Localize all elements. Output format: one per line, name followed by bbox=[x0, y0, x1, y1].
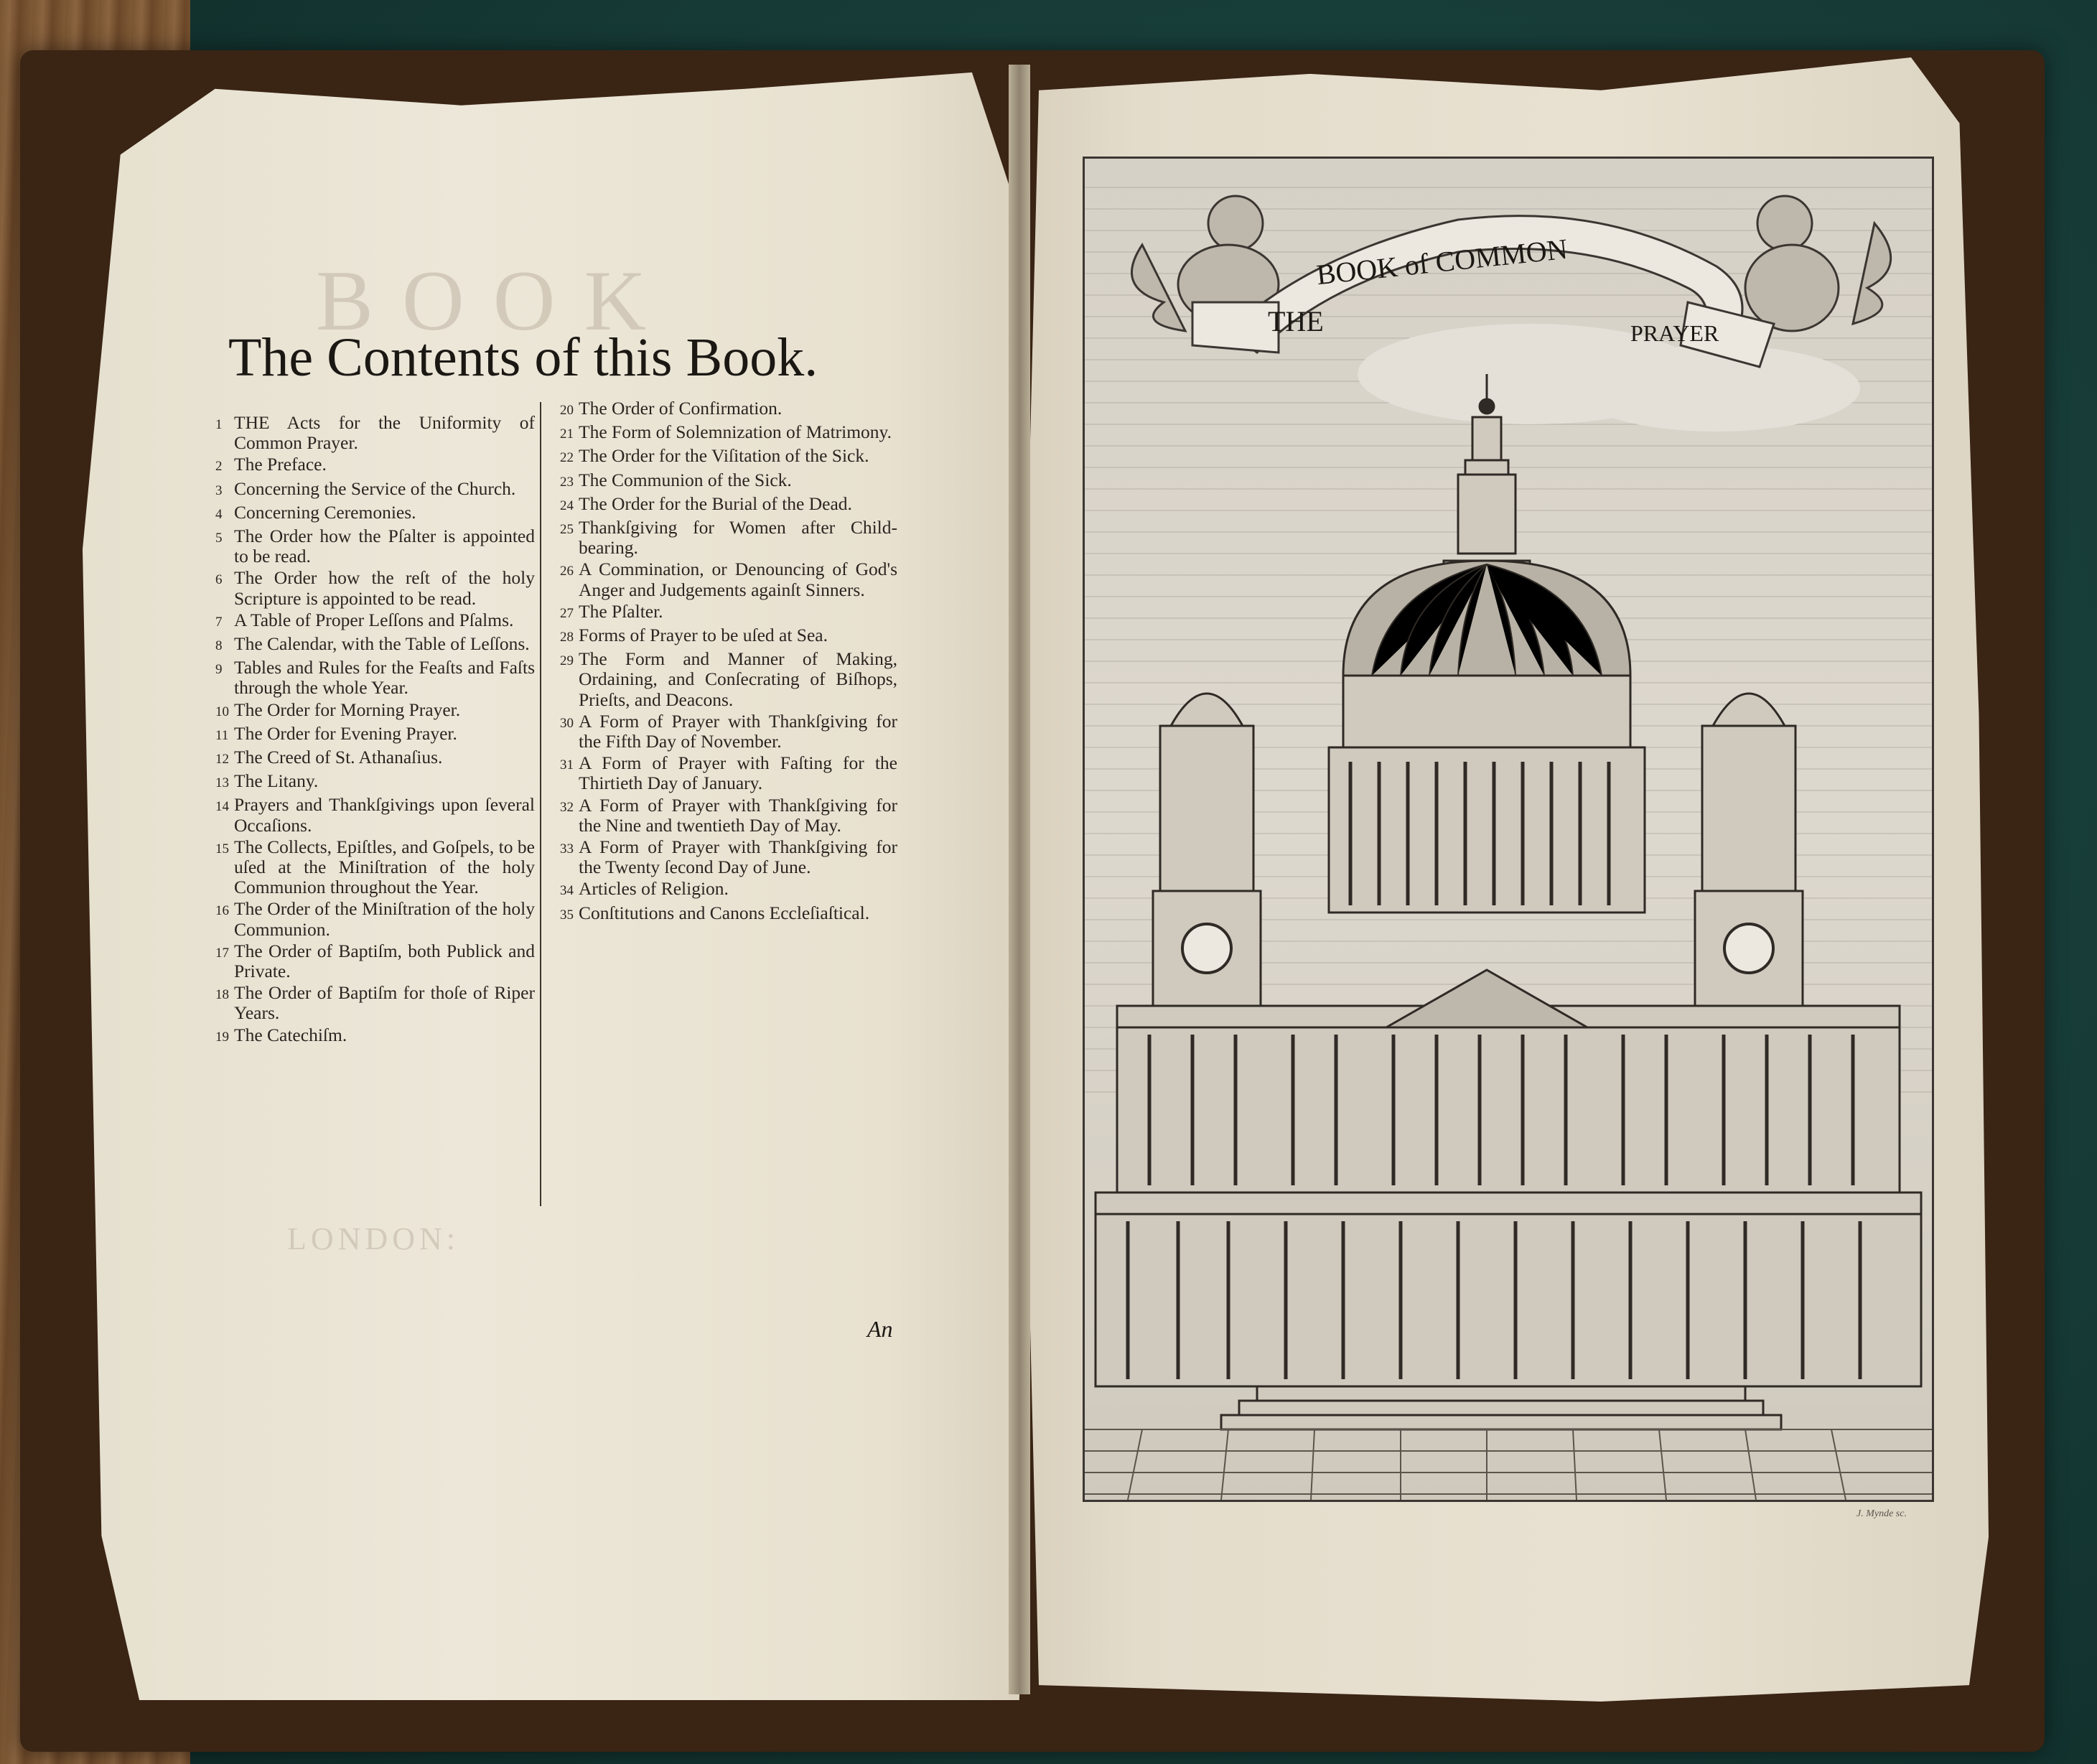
entry-text: The Order of the Miniſtration of the holy Communion. bbox=[234, 898, 535, 940]
contents-entry bbox=[215, 503, 535, 525]
entry-text: Articles of Religion. bbox=[579, 878, 729, 900]
contents-entry bbox=[560, 837, 897, 877]
contents-entry bbox=[560, 795, 897, 836]
entry-number: 15 bbox=[215, 841, 229, 857]
banner-word-prayer: PRAYER bbox=[1630, 320, 1719, 346]
contents-entry bbox=[215, 795, 535, 835]
entry-text: The Order for Evening Prayer. bbox=[234, 722, 457, 744]
contents-entry bbox=[215, 610, 535, 633]
entry-number: 19 bbox=[215, 1029, 229, 1045]
entry-number: 26 bbox=[560, 564, 574, 579]
contents-entry bbox=[215, 526, 535, 566]
entry-text: The Order how the Pſalter is appointed to be read. bbox=[234, 526, 535, 567]
contents-entry bbox=[215, 747, 535, 770]
entry-text: Tables and Rules for the Feaſts and Faſts through the whole Year. bbox=[234, 657, 535, 699]
contents-entry bbox=[215, 724, 535, 746]
frontispiece-engraving bbox=[1083, 157, 1934, 1519]
entry-number: 24 bbox=[560, 498, 574, 513]
contents-entry bbox=[560, 494, 897, 516]
entry-number: 6 bbox=[215, 572, 223, 588]
entry-text: The Communion of the Sick. bbox=[579, 469, 792, 490]
entry-text: The Order of Baptiſm, both Publick and Private. bbox=[234, 940, 535, 982]
st-pauls-cathedral-engraving bbox=[1085, 159, 1932, 1500]
entry-number: 4 bbox=[215, 506, 223, 522]
cherub-right bbox=[1745, 196, 1891, 331]
clock-right bbox=[1724, 924, 1773, 973]
entry-text: The Creed of St. Athanaſius. bbox=[234, 747, 443, 768]
contents-entry bbox=[560, 602, 897, 624]
entry-text: Concerning Ceremonies. bbox=[234, 501, 416, 523]
contents-entry bbox=[560, 625, 897, 648]
contents-title: The Contents of this Book. bbox=[228, 327, 818, 388]
entry-text: The Catechiſm. bbox=[234, 1024, 347, 1045]
entry-number: 10 bbox=[215, 704, 229, 719]
contents-entry bbox=[215, 700, 535, 722]
contents-entry bbox=[215, 837, 535, 898]
contents-entry bbox=[215, 658, 535, 698]
entry-text: A Commination, or Denouncing of God's Anger and Judgements againſt Sinners. bbox=[579, 559, 897, 600]
entry-text: The Order for the Burial of the Dead. bbox=[579, 493, 852, 514]
entry-text: A Form of Prayer with Thankſgiving for the Fifth Day of November. bbox=[579, 710, 897, 752]
entry-text: A Table of Proper Leſſons and Pſalms. bbox=[234, 609, 514, 630]
contents-list-right bbox=[560, 398, 897, 927]
entry-number: 34 bbox=[560, 883, 574, 899]
entry-number: 18 bbox=[215, 987, 229, 1003]
contents-entry bbox=[560, 559, 897, 599]
entry-text: A Form of Prayer with Thankſgiving for the Nine and twentieth Day of May. bbox=[579, 794, 897, 836]
entry-text: Concerning the Service of the Church. bbox=[234, 477, 516, 499]
entry-text: The Calendar, with the Table of Leſſons. bbox=[234, 633, 530, 655]
entry-number: 29 bbox=[560, 653, 574, 669]
contents-entry bbox=[215, 568, 535, 608]
show-through-title: BOOK bbox=[316, 253, 676, 348]
contents-entry bbox=[560, 649, 897, 710]
contents-entry bbox=[560, 398, 897, 421]
contents-entry bbox=[215, 983, 535, 1023]
entry-text: Conſtitutions and Canons Eccleſiaſtical. bbox=[579, 902, 870, 923]
clock-left bbox=[1182, 924, 1231, 973]
contents-list-left bbox=[215, 413, 535, 1049]
banner-word-book-of-common: BOOK of COMMON bbox=[1314, 232, 1569, 291]
entry-number: 5 bbox=[215, 531, 223, 546]
entry-text: The Order of Confirmation. bbox=[579, 398, 783, 419]
contents-entry bbox=[215, 899, 535, 939]
contents-entry bbox=[560, 422, 897, 444]
entry-text: Prayers and Thankſgivings upon ſeveral Occaſions. bbox=[234, 794, 535, 836]
contents-entry bbox=[215, 941, 535, 981]
contents-entry bbox=[560, 903, 897, 925]
entry-number: 9 bbox=[215, 662, 223, 678]
entry-text: The Order for Morning Prayer. bbox=[234, 699, 461, 720]
banner-word-the: THE bbox=[1268, 305, 1324, 337]
contents-entry bbox=[560, 470, 897, 493]
entry-number: 25 bbox=[560, 522, 574, 538]
entry-text: The Preface. bbox=[234, 454, 327, 475]
entry-number: 32 bbox=[560, 799, 574, 815]
entry-number: 11 bbox=[215, 727, 229, 743]
show-through-imprint: LONDON: bbox=[287, 1221, 459, 1256]
entry-number: 33 bbox=[560, 841, 574, 857]
entry-number: 22 bbox=[560, 450, 574, 466]
contents-entry bbox=[215, 771, 535, 793]
entry-number: 35 bbox=[560, 907, 574, 923]
contents-entry bbox=[215, 634, 535, 656]
contents-entry bbox=[560, 753, 897, 793]
entry-number: 23 bbox=[560, 474, 574, 490]
contents-entry bbox=[215, 413, 535, 453]
entry-text: The Order for the Viſitation of the Sick. bbox=[579, 445, 869, 467]
entry-number: 14 bbox=[215, 799, 229, 815]
entry-number: 20 bbox=[560, 403, 574, 418]
book-gutter bbox=[1009, 65, 1030, 1694]
entry-number: 12 bbox=[215, 752, 229, 767]
contents-entry bbox=[215, 454, 535, 477]
contents-entry bbox=[215, 1025, 535, 1047]
contents-entry bbox=[560, 879, 897, 901]
entry-number: 2 bbox=[215, 459, 223, 475]
engraver-signature: J. Mynde sc. bbox=[1857, 1508, 1907, 1519]
contents-entry bbox=[560, 518, 897, 558]
entry-number: 21 bbox=[560, 426, 574, 442]
entry-text: A Form of Prayer with Faſting for the Thirtieth Day of January. bbox=[579, 752, 897, 794]
contents-entry bbox=[215, 479, 535, 501]
entry-text: The Collects, Epiſtles, and Goſpels, to be uſed at the Miniſtration of the holy Communion throughout the Year. bbox=[234, 836, 535, 898]
entry-number: 17 bbox=[215, 945, 229, 961]
entry-text: The Pſalter. bbox=[579, 600, 663, 622]
entry-text: The Form and Manner of Making, Ordaining, and Conſecrating of Biſhops, Prieſts, and Deacons. bbox=[579, 648, 897, 710]
entry-text: Thankſgiving for Women after Child-bearing. bbox=[579, 517, 897, 559]
entry-number: 16 bbox=[215, 903, 229, 919]
entry-text: The Order how the reſt of the holy Scripture is appointed to be read. bbox=[234, 567, 535, 609]
entry-number: 1 bbox=[215, 417, 223, 432]
entry-text: The Order of Baptiſm for thoſe of Riper Years. bbox=[234, 982, 535, 1024]
entry-number: 27 bbox=[560, 605, 574, 621]
entry-text: THE Acts for the Uniformity of Common Prayer. bbox=[234, 412, 535, 454]
entry-number: 30 bbox=[560, 715, 574, 731]
entry-number: 28 bbox=[560, 630, 574, 645]
contents-entry bbox=[560, 711, 897, 752]
entry-text: A Form of Prayer with Thankſgiving for the Twenty ſecond Day of June. bbox=[579, 836, 897, 878]
column-divider bbox=[540, 402, 541, 1206]
entry-text: The Form of Solemnization of Matrimony. bbox=[579, 421, 892, 443]
entry-number: 31 bbox=[560, 757, 574, 773]
entry-text: Forms of Prayer to be uſed at Sea. bbox=[579, 625, 828, 646]
entry-text: The Litany. bbox=[234, 770, 319, 792]
contents-entry bbox=[560, 446, 897, 468]
catchword: An bbox=[867, 1316, 893, 1342]
entry-number: 7 bbox=[215, 614, 223, 630]
entry-number: 8 bbox=[215, 638, 223, 654]
entry-number: 3 bbox=[215, 482, 223, 498]
entry-number: 13 bbox=[215, 775, 229, 791]
